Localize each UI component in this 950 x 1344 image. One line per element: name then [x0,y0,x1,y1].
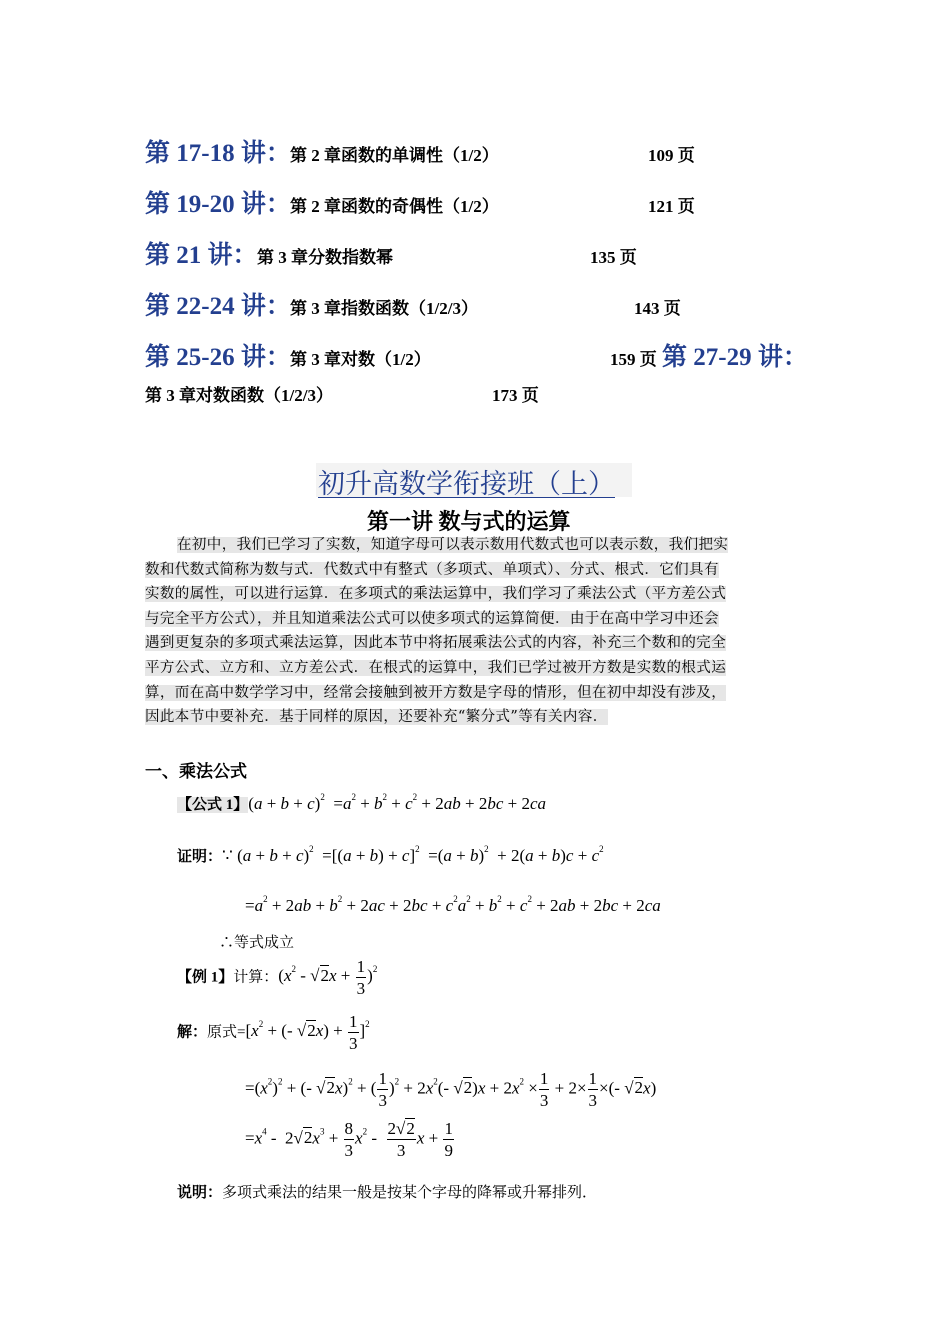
lecture-subtitle: 第一讲 数与式的运算 [367,509,571,534]
toc-chapter-2: 第 2 章函数的奇偶性（1/2） [290,197,499,216]
solution-line-1 [177,1013,370,1052]
proof-line-1 [177,845,604,866]
toc-lecture-3: 第 21 讲： [145,242,258,269]
toc-page-2: 121 页 [648,197,695,216]
note-label: 说明： [177,1183,223,1201]
proof-conclusion: ∴等式成立 [219,933,295,951]
note [177,1181,597,1202]
toc-page-5: 159 页 [610,350,657,369]
toc-page-4: 143 页 [634,299,681,318]
example-text: 计算： [233,969,279,986]
toc-page-6: 173 页 [492,386,539,405]
solution-line-2: $=(x^2)^2$ + (- √2x)$^2$ + ( $\frac{1}{3}$ )$^2 + 2x^2(-$ $√2)x + 2x^2$ × $\frac{1}{3}$ + 2× $\frac{1}{3}$ ×(- √2x) [245,1069,657,1110]
intro-line: 在初中，我们已学习了实数，知道字母可以表示数用代数式也可以表示数，我们把实 [177,537,729,553]
intro-line: 因此本节中要补充．基于同样的原因，还要补充“繁分式”等有关内容． [145,709,608,726]
toc-chapter-5: 第 3 章对数（1/2） [290,350,431,369]
proof-line-2: $=a^2 + 2ab + b^2 + 2ac + 2bc + c^2a^2 + b^2 + c^2 + 2ab + 2bc + 2ca$ [245,894,661,915]
intro-line: 实数的属性，可以进行运算．在多项式的乘法运算中，我们学习了乘法公式（平方差公式 [145,586,727,603]
intro-line: 与完全平方公式），并且知道乘法公式可以使多项式的运算简便．由于在高中学习中还会 [145,610,719,627]
toc-lecture-1: 第 17-18 讲： [145,140,291,167]
toc-chapter-1: 第 2 章函数的单调性（1/2） [290,146,499,165]
formula-label: 【公式 1】 [177,797,249,813]
toc-lecture-6: 第 27-29 讲： [662,344,808,371]
toc-lecture-4: 第 22-24 讲： [145,293,291,320]
intro-line: 算，而在高中数学学习中，经常会接触到被开方数是字母的情形，但在初中却没有涉及， [145,684,727,701]
toc-chapter-6: 第 3 章对数函数（1/2/3） [145,386,333,405]
solution-text: 原式= [207,1024,246,1041]
example-1 [177,958,377,997]
proof-label: 证明： [177,849,223,865]
solution-expression-1: [$x^2$ + (- √2x) + $\frac{1}{3}$ ]$^2$ [245,1012,370,1053]
note-text: 多项式乘法的结果一般是按某个字母的降幂或升幂排列． [222,1183,598,1201]
formula-1 [177,793,546,814]
solution-line-3: $=x^4 - 2√2x^3$ + $\frac{8}{3}$ $x^2$ - $\frac{2√2}{3}$ x + $\frac{1}{9}$ [245,1119,453,1160]
toc-page-3: 135 页 [590,248,637,267]
example-label: 【例 1】 [177,969,234,986]
example-expression: ($x^2 - √2x$ + $\frac{1}{3}$ )$^2$ [278,957,378,998]
intro-line: 平方公式、立方和、立方差公式．在根式的运算中，我们已学过被开方数是实数的根式运 [145,659,727,676]
page-title: 初升高数学衔接班（上） [318,469,615,499]
toc-page-1: 109 页 [648,146,695,165]
intro-paragraph [145,533,807,730]
section-heading: 一、乘法公式 [145,762,247,781]
solution-label: 解： [177,1024,208,1041]
intro-line: 数和代数式简称为数与式．代数式中有整式（多项式、单项式）、分式、根式．它们具有 [145,561,719,578]
intro-line: 遇到更复杂的多项式乘法运算，因此本节中将拓展乘法公式的内容，补充三个数和的完全 [145,635,727,652]
toc-lecture-5: 第 25-26 讲： [145,344,291,371]
toc-chapter-3: 第 3 章分数指数幂 [257,248,393,267]
toc-lecture-2: 第 19-20 讲： [145,191,291,218]
toc-chapter-4: 第 3 章指数函数（1/2/3） [290,299,478,318]
formula-expression: $(a + b + c)^2 =a^2 + b^2 + c^2 + 2ab + 2bc + 2ca$ [248,792,547,813]
proof-expression-1: ∵ $(a + b + c)^2 =[(a + b) + c]^2 =(a + b)^2 + 2(a + b)c + c^2$ [222,844,604,865]
